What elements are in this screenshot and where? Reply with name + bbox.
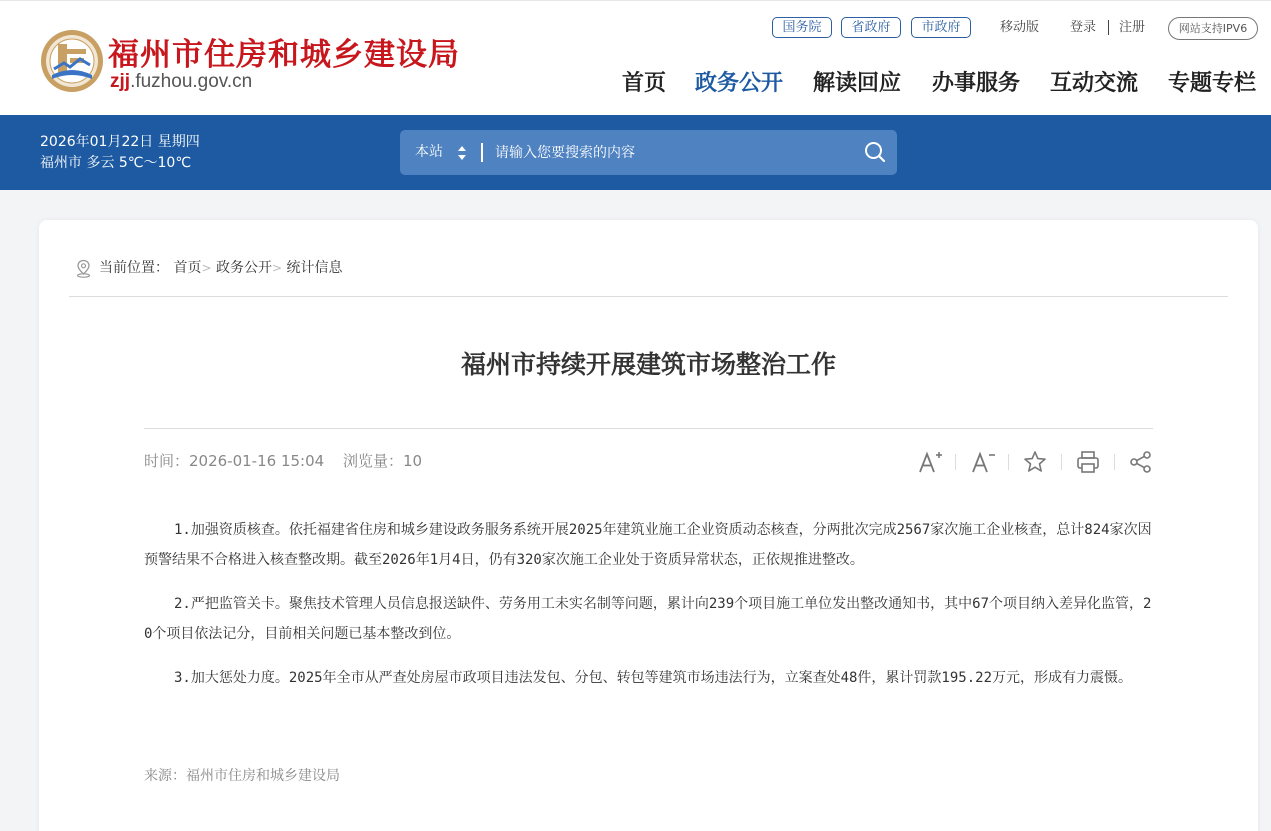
weather-line: 福州市 多云 5℃～10℃ (40, 155, 192, 171)
article-paragraph: 3.加大惩处力度。2025年全市从严查处房屋市政项目违法发包、分包、转包等建筑市场违法行为，立案查处48件，累计罚款195.22万元，形成有力震慑。 (174, 670, 1132, 686)
domain-highlight: zjj (110, 71, 131, 92)
divider (144, 428, 1153, 429)
article-title: 福州市持续开展建筑市场整治工作 (460, 350, 836, 379)
site-domain (110, 71, 252, 93)
search-icon[interactable] (863, 140, 887, 164)
nav-services[interactable]: 办事服务 (932, 71, 1021, 96)
date-weather (40, 132, 200, 174)
breadcrumb-gov-affairs[interactable]: 政务公开 (215, 260, 272, 276)
state-council-link[interactable]: 国务院 (772, 17, 832, 38)
nav-interaction[interactable]: 互动交流 (1050, 71, 1139, 96)
star-icon[interactable] (1022, 449, 1048, 475)
login-link[interactable]: 登录 (1070, 20, 1097, 35)
search-divider (481, 143, 483, 162)
search-scope-select[interactable]: 本站 (415, 144, 443, 160)
article-paragraph: 1.加强资质核查。依托福建省住房和城乡建设政务服务系统开展2025年建筑业施工企业资质动态核查，分两批次完成2567家次施工企业核查，总计824家次因预警结果不合格进入核查整改期。截至2026年1月4日，仍有320家次施工企业处于资质异常状态，正依规推进整改。 (144, 522, 1152, 568)
breadcrumb-text (99, 258, 342, 278)
article-source: 来源：福州市住房和城乡建设局 (144, 768, 340, 784)
ipv6-badge: 网站支持IPV6 (1168, 17, 1258, 40)
breadcrumb-statistics[interactable]: 统计信息 (286, 260, 343, 276)
nav-special-topics[interactable]: 专题专栏 (1168, 71, 1257, 96)
sort-arrows-icon[interactable] (457, 144, 467, 162)
view-count: 浏览量：10 (342, 452, 423, 470)
article-card (39, 220, 1258, 831)
domain-rest: .fuzhou.gov.cn (130, 71, 253, 92)
nav-home[interactable]: 首页 (622, 71, 667, 96)
article-body (144, 515, 1154, 707)
breadcrumb-home[interactable]: 首页 (173, 260, 202, 276)
login-divider (1108, 20, 1109, 35)
info-search-bar (0, 115, 1271, 190)
font-increase-icon[interactable] (917, 449, 943, 475)
nav-gov-affairs[interactable]: 政务公开 (695, 71, 784, 96)
breadcrumb-arrow: > (201, 261, 212, 275)
city-gov-link[interactable]: 市政府 (911, 17, 971, 38)
article-paragraph: 2.严把监管关卡。聚焦技术管理人员信息报送缺件、劳务用工未实名制等问题，累计向239个项目施工单位发出整改通知书，其中67个项目纳入差异化监管，20个项目依法记分，目前相关问题已基本整改到位。 (144, 596, 1152, 642)
search-input[interactable] (495, 138, 835, 167)
print-icon[interactable] (1075, 449, 1101, 475)
mobile-version-link[interactable]: 移动版 (1000, 20, 1040, 35)
register-link[interactable]: 注册 (1119, 20, 1146, 35)
divider (69, 296, 1228, 297)
breadcrumb-arrow: > (271, 261, 283, 275)
province-gov-link[interactable]: 省政府 (841, 17, 901, 38)
search-box (400, 130, 897, 175)
location-pin-icon (75, 259, 92, 278)
tool-separator (1061, 454, 1062, 470)
share-icon[interactable] (1128, 449, 1154, 475)
tool-separator (1008, 454, 1009, 470)
site-name[interactable]: 福州市住房和城乡建设局 (108, 37, 460, 73)
tool-separator (1114, 454, 1115, 470)
nav-interpretation[interactable]: 解读回应 (813, 71, 902, 96)
site-header (0, 0, 1271, 115)
date-line: 2026年01月22日 星期四 (40, 134, 200, 150)
publish-time: 时间：2026-01-16 15:04 (144, 452, 325, 470)
emblem-logo[interactable] (40, 29, 104, 93)
font-decrease-icon[interactable] (970, 449, 996, 475)
breadcrumb-prefix: 当前位置： (99, 260, 169, 276)
tool-separator (955, 454, 956, 470)
article-meta (144, 451, 436, 471)
